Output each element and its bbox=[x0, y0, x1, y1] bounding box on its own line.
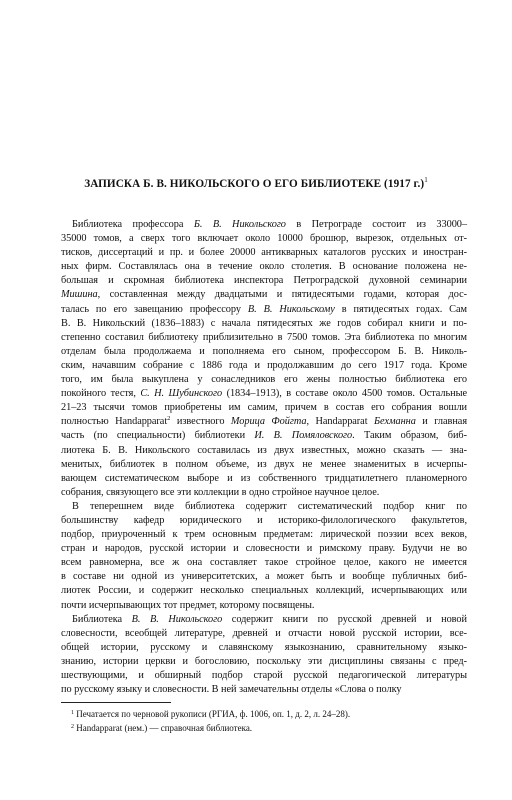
italic-name: И. В. Помяловского bbox=[254, 430, 353, 442]
italic-name: В. В. Никольского bbox=[131, 613, 223, 625]
text-run: большинству кафедр юридического и историко-филологического факультетов, bbox=[61, 514, 467, 526]
text-run: подбор, приуроченный к трем основным предметам: лирической поэзии всех веков, bbox=[61, 529, 467, 541]
text-run: того, им была выкуплена у сонаследников его жены полностью библиотека его bbox=[61, 374, 467, 386]
text-run: содержит книги по русской древней и новой bbox=[222, 613, 467, 625]
footnote-text: Handapparat (нем.) — справочная библиотека. bbox=[74, 723, 253, 733]
text-run: степенно составил библиотеку приблизительно в 7500 томов. Эта библиотека по многим bbox=[61, 331, 467, 343]
italic-name: Бехманна bbox=[374, 416, 416, 428]
text-line bbox=[61, 514, 467, 528]
text-line bbox=[61, 232, 467, 246]
footnote-text: Печатается по черновой рукописи (РГИА, ф. 1006, оп. 1, д. 2, л. 24–28). bbox=[74, 709, 351, 719]
text-run: часть (по специальности) библиотеки bbox=[61, 430, 255, 442]
text-line bbox=[61, 288, 467, 302]
title-text: ЗАПИСКА Б. В. НИКОЛЬСКОГО О ЕГО БИБЛИОТЕКЕ (1917 г.) bbox=[84, 178, 425, 190]
text-run: по русскому языку и словесности. В ней замечательны отделы «Слова о полку bbox=[61, 684, 402, 696]
text-line bbox=[61, 218, 467, 232]
text-run: словесности, всеобщей литературе, древней и отчасти новой русской истории, все- bbox=[61, 627, 467, 639]
footnote-mark: 2 bbox=[71, 724, 74, 730]
text-run: Библиотека bbox=[72, 613, 132, 625]
text-line bbox=[61, 613, 467, 627]
text-run: почти исчерпывающих тот предмет, которому посвящены. bbox=[61, 599, 315, 611]
text-run: отделам была продолжаема и пополняема его сыном, профессором Б. В. Николь- bbox=[61, 345, 467, 357]
footnotes bbox=[61, 707, 467, 735]
text-run: стран и народов, русской истории и словесности и римскому праву. Будучи не во bbox=[61, 543, 467, 555]
text-run: знанию, истории церкви и богословию, поскольку эти дисциплины связаны с пред- bbox=[61, 655, 467, 667]
text-run: в пятидесятых годах. Сам bbox=[334, 303, 467, 315]
text-line bbox=[61, 570, 467, 584]
text-run: всем равномерна, все ж она составляет такое стройное целое, какого не имеется bbox=[61, 557, 467, 569]
text-run: (1834–1913), в составе около 4500 томов. Остальные bbox=[222, 388, 467, 400]
text-line bbox=[61, 331, 467, 345]
text-run: В. В. Никольский (1836–1883) с начала пятидесятых же годов собирал книги и по- bbox=[61, 317, 467, 329]
text-line bbox=[61, 584, 467, 598]
text-run: менитых, библиотек в полном объеме, из двух не менее знаменитых в исчерпы- bbox=[61, 458, 467, 470]
text-line bbox=[61, 274, 467, 288]
text-line bbox=[61, 641, 467, 655]
text-run: большая и скромная библиотека инспектора Петроградской духовной семинарии bbox=[61, 275, 467, 287]
footnote bbox=[61, 721, 467, 735]
text-line bbox=[61, 528, 467, 542]
text-run: полностью Handapparat bbox=[61, 416, 168, 428]
text-line bbox=[61, 472, 467, 486]
body-text bbox=[61, 218, 467, 697]
footnote-mark: 1 bbox=[71, 710, 74, 716]
footnote-divider bbox=[61, 702, 171, 703]
text-run: В теперешнем виде библиотека содержит систематический подбор книг по bbox=[72, 500, 467, 512]
text-run: ных фирм. Составлялась она в течение около столетия. В основание положена не- bbox=[61, 261, 467, 273]
italic-name: С. Н. Шубинского bbox=[140, 388, 223, 400]
title-footnote-mark: 1 bbox=[424, 176, 428, 184]
text-line bbox=[61, 669, 467, 683]
text-line bbox=[61, 246, 467, 260]
text-run: . Таким образом, биб- bbox=[352, 430, 467, 442]
text-line bbox=[61, 317, 467, 331]
text-line bbox=[61, 387, 467, 401]
paragraph bbox=[61, 500, 467, 613]
text-line bbox=[61, 500, 467, 514]
text-run: в составе ни одной из университетских, а может быть и вообще публичных биб- bbox=[61, 571, 467, 583]
text-line bbox=[61, 458, 467, 472]
text-line bbox=[61, 683, 467, 697]
text-run: известного bbox=[170, 416, 231, 428]
text-run: общей истории, русскому и славянскому языкознанию, сравнительному языко- bbox=[61, 641, 467, 653]
text-line bbox=[61, 429, 467, 443]
italic-name: Мишина bbox=[61, 289, 98, 301]
text-line bbox=[61, 401, 467, 415]
text-line bbox=[61, 655, 467, 669]
footnote bbox=[61, 707, 467, 721]
text-run: в Петрограде состоит из 33000– bbox=[285, 219, 467, 230]
text-run: тисков, диссертаций и пр. и более 20000 антикварных каталогов русских и иностран- bbox=[61, 247, 467, 259]
text-run: лиотека Б. В. Никольского составилась из двух известных, можно сказать — зна- bbox=[61, 444, 467, 456]
text-line bbox=[61, 260, 467, 274]
text-run: 21–23 тысячи томов приобретены им самим, причем в состав его собрания вошли bbox=[61, 402, 467, 414]
footnote-ref: 2 bbox=[167, 415, 171, 423]
text-run: и главная bbox=[415, 416, 468, 428]
page-title bbox=[0, 176, 512, 190]
text-line bbox=[61, 486, 467, 500]
text-run: , составленная между двадцатыми и пятидесятыми годами, которая дос- bbox=[97, 289, 467, 301]
paragraph bbox=[61, 613, 467, 698]
paragraph bbox=[61, 218, 467, 500]
text-line bbox=[61, 345, 467, 359]
text-run: лиотек России, и содержит несколько специальных коллекций, исчерпывающих или bbox=[61, 585, 467, 597]
text-line bbox=[61, 556, 467, 570]
text-run: 35000 томов, а сверх того включает около 10000 брошюр, вырезок, отдельных от- bbox=[61, 233, 467, 245]
text-run: ским, начавшим собрание с 1886 года и продолжавшим до сего 1917 года. Кроме bbox=[61, 359, 467, 371]
text-line bbox=[61, 373, 467, 387]
text-run: покойного тестя, bbox=[61, 388, 141, 400]
text-line bbox=[61, 359, 467, 373]
text-run: вающем систематическом выборе и из собственного тридцатилетнего планомерного bbox=[61, 472, 467, 484]
text-run: собрания, связующего все эти коллекции в одно стройное научное целое. bbox=[61, 486, 380, 498]
italic-name: Б. В. Никольского bbox=[193, 219, 286, 230]
text-line bbox=[61, 627, 467, 641]
text-line bbox=[61, 542, 467, 556]
italic-name: Морица Фойгта bbox=[230, 416, 307, 428]
text-run: шествующими, и обширный подбор старой русской педагогической литературы bbox=[61, 670, 467, 681]
italic-name: В. В. Никольскому bbox=[247, 303, 335, 315]
text-line bbox=[61, 303, 467, 317]
text-run: , Handapparat bbox=[306, 416, 375, 428]
text-run: Библиотека профессора bbox=[72, 219, 194, 230]
text-line bbox=[61, 444, 467, 458]
text-line bbox=[61, 599, 467, 613]
text-run: талась по его завещанию профессору bbox=[61, 303, 248, 315]
text-line bbox=[61, 415, 467, 429]
